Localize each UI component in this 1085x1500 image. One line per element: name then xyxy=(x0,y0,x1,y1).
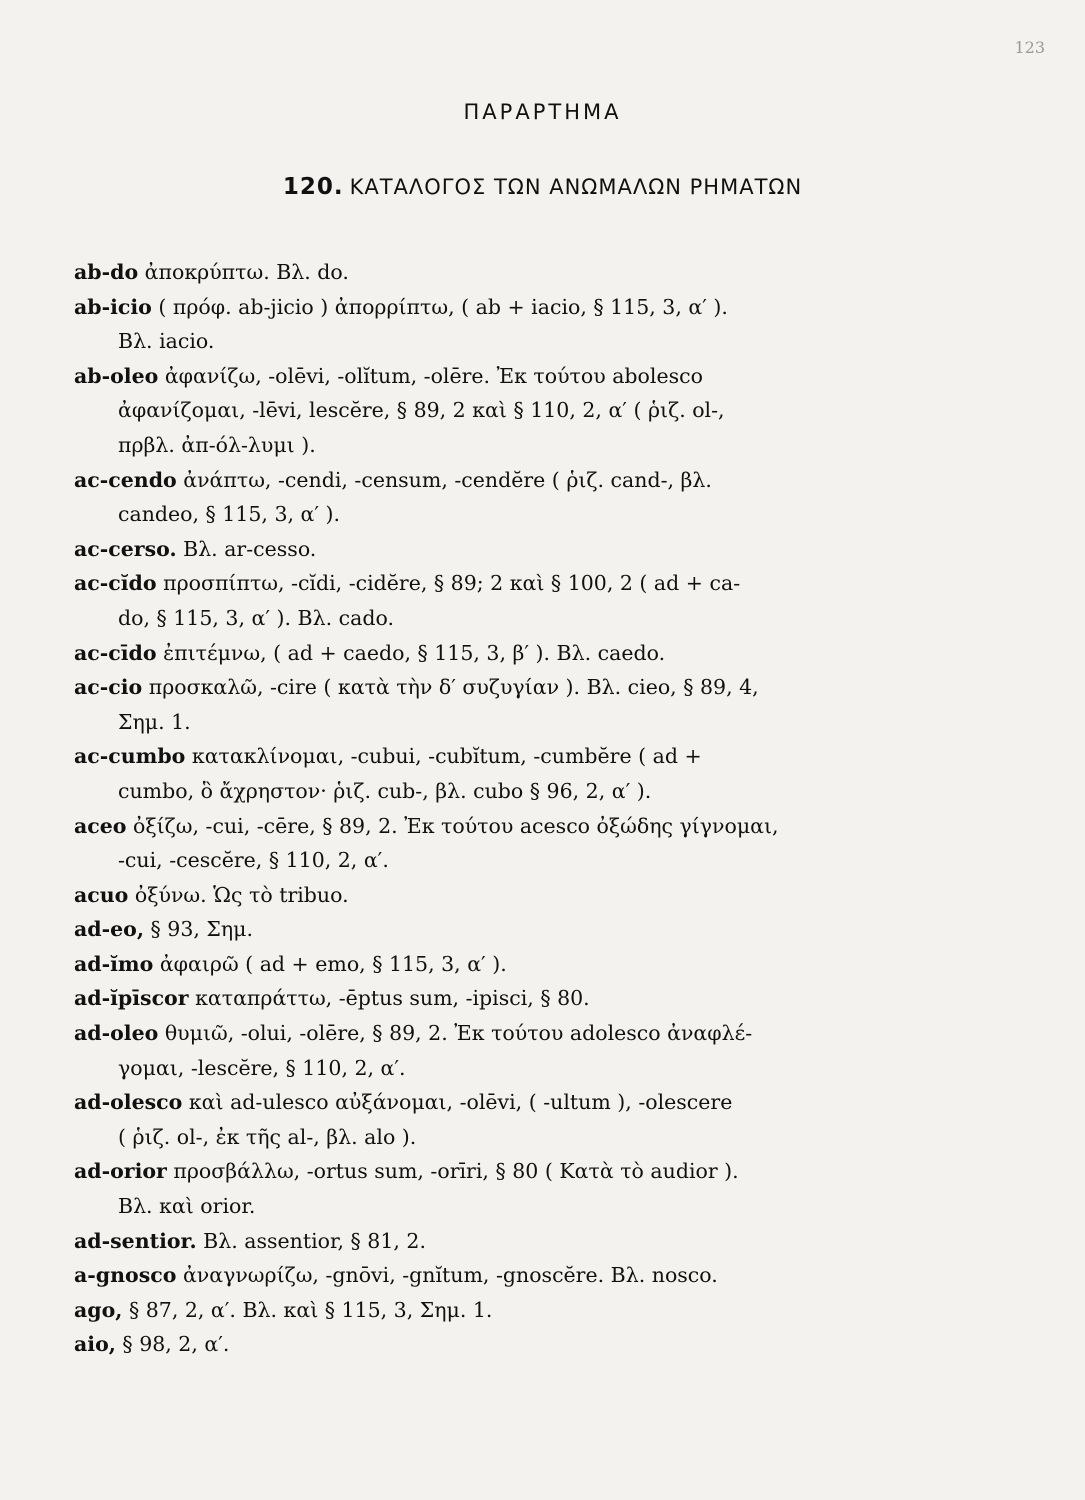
verb-headword: ac-cĭdo xyxy=(74,571,157,596)
verb-entry xyxy=(74,739,914,808)
verb-headword: aio, xyxy=(74,1332,116,1357)
verb-definition-line: ὀξύνω. Ὡς τὸ tribuo. xyxy=(134,882,349,907)
verb-definition-line: -cui, -cescĕre, § 110, 2, α′. xyxy=(118,848,389,873)
verb-definition-line: Βλ. καὶ orior. xyxy=(118,1194,256,1219)
verb-entry xyxy=(74,1327,914,1362)
verb-entry xyxy=(74,670,914,739)
verb-entry xyxy=(74,809,914,878)
verb-definition-line: cumbo, ὃ ἄχρηστον· ῥιζ. cub-, βλ. cubo § 96, 2, α′ ). xyxy=(118,778,652,803)
verb-entry xyxy=(74,463,914,532)
verb-definition-line: πρβλ. ἀπ-όλ-λυμι ). xyxy=(118,432,316,457)
verb-definition-line: ἀποκρύπτω. Βλ. do. xyxy=(144,260,349,284)
verb-definition-line: ἀναγνωρίζω, -gnōvi, -gnĭtum, -gnoscĕre. Βλ. nosco. xyxy=(182,1263,718,1288)
verb-headword: ac-cerso. xyxy=(74,536,177,561)
verb-entry xyxy=(74,1154,914,1223)
verb-definition-line: do, § 115, 3, α′ ). Βλ. cado. xyxy=(118,605,394,630)
verb-entry xyxy=(74,566,914,635)
section-title xyxy=(0,174,1085,200)
verb-headword: ab-do xyxy=(74,260,139,284)
verb-headword: ad-ĭmo xyxy=(74,951,154,976)
verb-definition-line: καταπράττω, -ēptus sum, -ipisci, § 80. xyxy=(195,986,590,1011)
verb-definition-line: προσβάλλω, -ortus sum, -orīri, § 80 ( Κατὰ τὸ audior ). xyxy=(173,1159,739,1184)
page-number: 123 xyxy=(1014,38,1045,57)
verb-headword: aceo xyxy=(74,813,127,838)
verb-definition-line: § 87, 2, α′. Βλ. καὶ § 115, 3, Σημ. 1. xyxy=(128,1297,493,1322)
verb-definition-line: θυμιῶ, -olui, -olēre, § 89, 2. Ἐκ τούτου adolesco ἀναφλέ- xyxy=(164,1021,753,1046)
verb-entry xyxy=(74,1016,914,1085)
verb-entry xyxy=(74,359,914,463)
verb-definition-line: προσκαλῶ, -cire ( κατὰ τὴν δ′ συζυγίαν ). Βλ. cieo, § 89, 4, xyxy=(148,675,759,700)
verb-headword: ago, xyxy=(74,1297,123,1322)
verb-headword: ad-ĭpīscor xyxy=(74,986,189,1011)
verb-headword: ad-orior xyxy=(74,1159,167,1184)
verb-definition-line: § 98, 2, α′. xyxy=(122,1332,230,1357)
verb-entry xyxy=(74,636,914,671)
verb-entry xyxy=(74,255,914,290)
verb-definition-line: ὀξίζω, -cui, -cēre, § 89, 2. Ἐκ τούτου acesco ὀξώδης γίγνομαι, xyxy=(133,813,779,838)
verb-list xyxy=(74,255,914,1362)
verb-definition-line: καὶ ad-ulesco αὐξάνομαι, -olēvi, ( -ultum ), -olescere xyxy=(188,1090,733,1115)
verb-headword: ad-eo, xyxy=(74,917,144,942)
verb-headword: ac-cīdo xyxy=(74,640,157,665)
verb-definition-line: ἀφανίζομαι, -lēvi, lescĕre, § 89, 2 καὶ § 110, 2, α′ ( ῥιζ. ol-, xyxy=(118,398,725,423)
verb-headword: ab-icio xyxy=(74,294,152,319)
verb-entry xyxy=(74,532,914,567)
verb-definition-line: ἐπιτέμνω, ( ad + caedo, § 115, 3, β′ ). Βλ. caedo. xyxy=(163,640,666,665)
verb-entry xyxy=(74,290,914,359)
section-title-text: ΚΑΤΑΛΟΓΟΣ ΤΩΝ ΑΝΩΜΑΛΩΝ ΡΗΜΑΤΩΝ xyxy=(349,175,803,199)
verb-definition-line: candeo, § 115, 3, α′ ). xyxy=(118,502,341,527)
page-heading: ΠΑΡΑΡΤΗΜΑ xyxy=(463,100,622,124)
verb-headword: ab-oleo xyxy=(74,363,159,388)
verb-definition-line: προσπίπτω, -cĭdi, -cidĕre, § 89; 2 καὶ § 100, 2 ( ad + ca- xyxy=(163,571,741,596)
verb-entry xyxy=(74,1293,914,1328)
verb-headword: ac-cumbo xyxy=(74,744,186,769)
verb-entry xyxy=(74,947,914,982)
verb-entry xyxy=(74,1258,914,1293)
verb-definition-line: § 93, Σημ. xyxy=(150,917,254,942)
verb-definition-line: Σημ. 1. xyxy=(118,709,191,734)
verb-entry xyxy=(74,981,914,1016)
verb-headword: ad-olesco xyxy=(74,1090,183,1115)
verb-definition-line: ἀφαιρῶ ( ad + emo, § 115, 3, α′ ). xyxy=(159,951,507,976)
verb-headword: a-gnosco xyxy=(74,1263,177,1288)
verb-definition-line: Βλ. iacio. xyxy=(118,329,215,354)
verb-definition-line: ἀφανίζω, -olēvi, -olĭtum, -olēre. Ἐκ τούτου abolesco xyxy=(164,363,703,388)
verb-headword: ac-cendo xyxy=(74,467,177,492)
verb-entry xyxy=(74,912,914,947)
verb-definition-line: Βλ. assentior, § 81, 2. xyxy=(203,1228,426,1253)
verb-entry xyxy=(74,1224,914,1259)
verb-definition-line: κατακλίνομαι, -cubui, -cubĭtum, -cumbĕre ( ad + xyxy=(191,744,702,769)
verb-entry xyxy=(74,878,914,913)
verb-definition-line: ( ῥιζ. ol-, ἐκ τῆς al-, βλ. alo ). xyxy=(118,1124,417,1149)
verb-headword: ad-oleo xyxy=(74,1021,159,1046)
verb-definition-line: ἀνάπτω, -cendi, -censum, -cendĕre ( ῥιζ. cand-, βλ. xyxy=(183,467,712,492)
verb-entry xyxy=(74,1085,914,1154)
verb-definition-line: γομαι, -lescĕre, § 110, 2, α′. xyxy=(118,1055,406,1080)
verb-definition-line: ( πρόφ. ab-jicio ) ἀπορρίπτω, ( ab + iacio, § 115, 3, α′ ). xyxy=(158,294,728,319)
verb-headword: acuo xyxy=(74,882,129,907)
verb-definition-line: Βλ. ar-cesso. xyxy=(183,536,317,561)
verb-headword: ac-cio xyxy=(74,675,143,700)
verb-headword: ad-sentior. xyxy=(74,1228,197,1253)
section-number: 120. xyxy=(282,174,344,200)
